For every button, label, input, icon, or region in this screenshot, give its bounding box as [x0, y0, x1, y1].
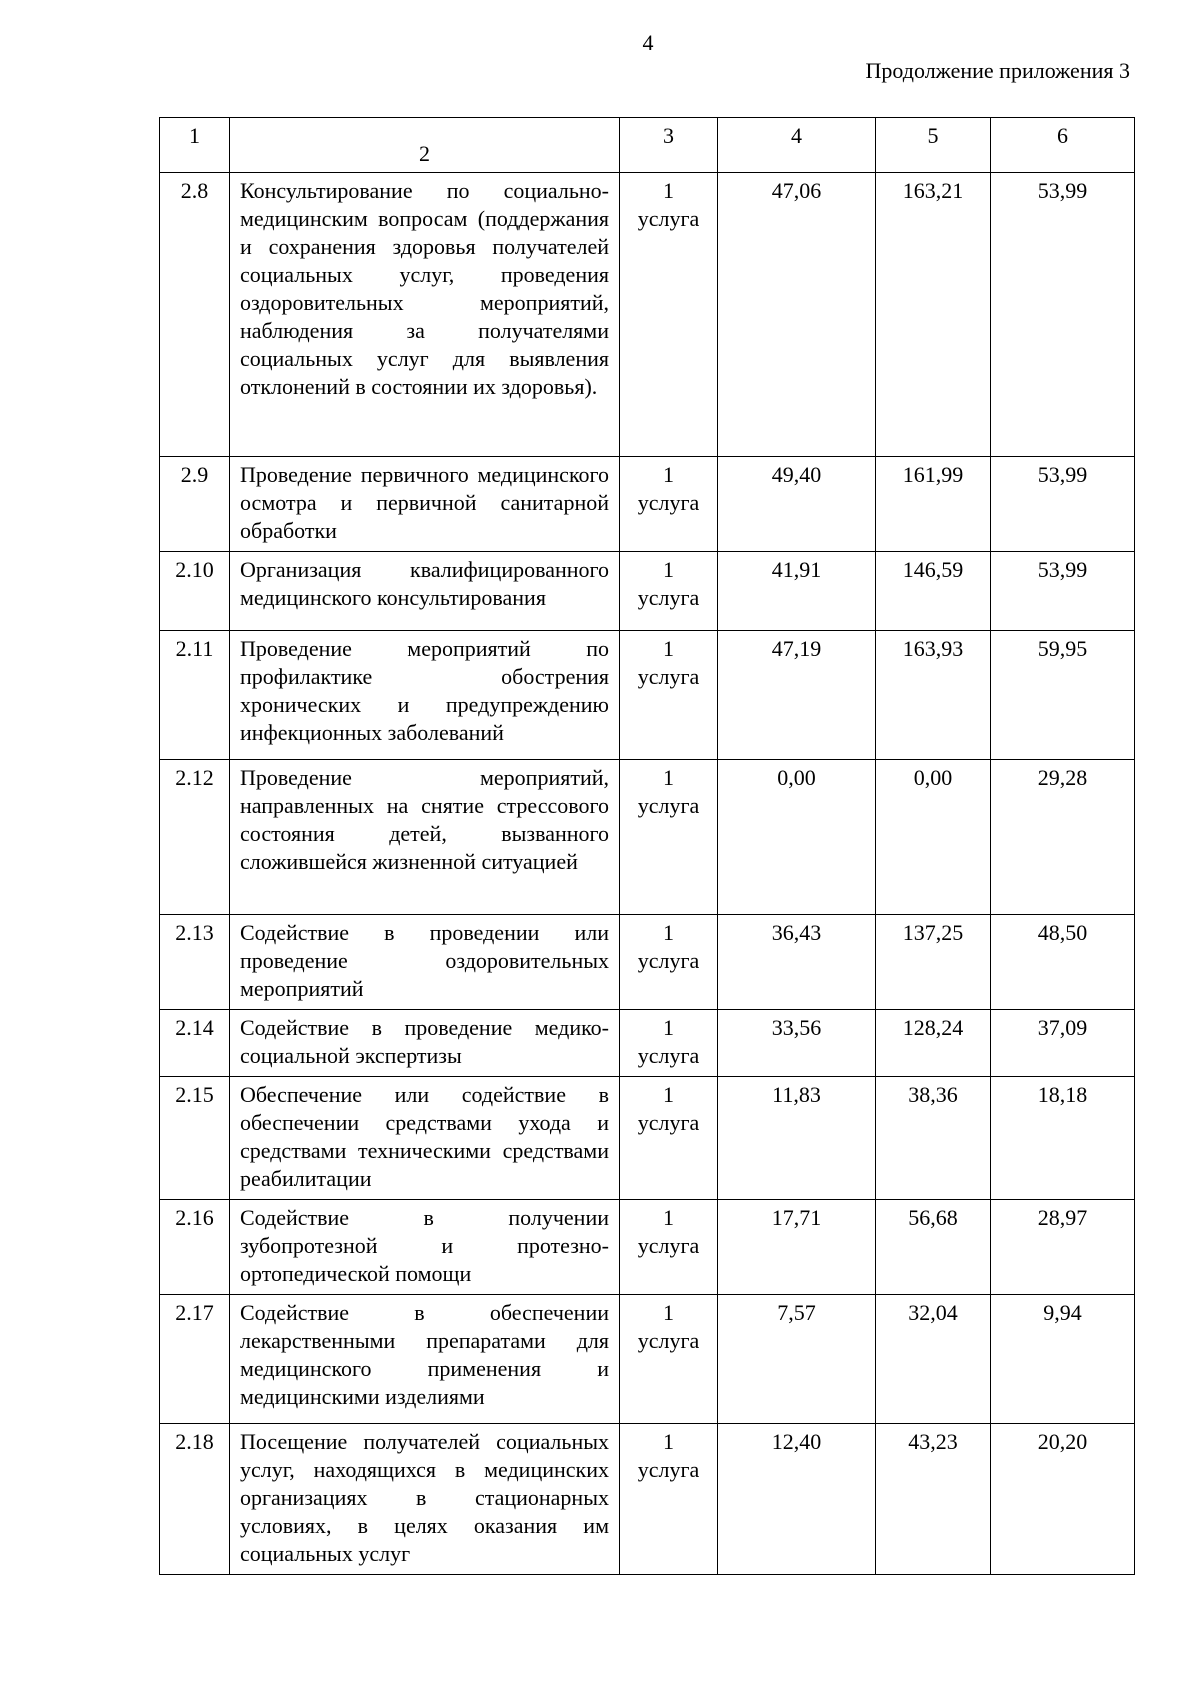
unit-name: услуга — [637, 585, 700, 610]
table-header-row — [160, 118, 1135, 173]
value-col6: 37,09 — [991, 1010, 1135, 1077]
value-col5: 128,24 — [876, 1010, 991, 1077]
service-name: Проведение мероприятий, направленных на снятие стрессового состояния детей, вызванного сложившейся жизненной ситуацией — [230, 760, 620, 915]
table-row — [160, 915, 1135, 1010]
header-cell-2: 2 — [230, 118, 620, 173]
value-col6: 53,99 — [991, 457, 1135, 552]
value-col6: 28,97 — [991, 1200, 1135, 1295]
value-col4: 7,57 — [718, 1295, 876, 1424]
value-col6: 29,28 — [991, 760, 1135, 915]
unit-cell — [620, 1200, 718, 1295]
value-col5: 0,00 — [876, 760, 991, 915]
value-col4: 41,91 — [718, 552, 876, 631]
unit-quantity: 1 — [663, 1300, 674, 1325]
table-row — [160, 1424, 1135, 1575]
unit-name: услуга — [637, 1328, 700, 1353]
table-row — [160, 1010, 1135, 1077]
unit-name: услуга — [637, 948, 700, 973]
service-name: Содействие в обеспечении лекарственными препаратами для медицинского применения и медицинскими изделиями — [230, 1295, 620, 1424]
value-col5: 163,21 — [876, 173, 991, 457]
value-col6: 20,20 — [991, 1424, 1135, 1575]
unit-cell — [620, 631, 718, 760]
unit-name: услуга — [637, 793, 700, 818]
value-col5: 137,25 — [876, 915, 991, 1010]
unit-quantity: 1 — [663, 1082, 674, 1107]
table-row — [160, 1077, 1135, 1200]
value-col5: 32,04 — [876, 1295, 991, 1424]
unit-cell — [620, 173, 718, 457]
unit-cell — [620, 1424, 718, 1575]
unit-cell — [620, 915, 718, 1010]
unit-quantity: 1 — [663, 557, 674, 582]
tariff-table — [159, 117, 1135, 1575]
value-col5: 43,23 — [876, 1424, 991, 1575]
value-col4: 47,19 — [718, 631, 876, 760]
header-cell-1: 1 — [160, 118, 230, 173]
continuation-note: Продолжение приложения 3 — [865, 58, 1130, 83]
row-number: 2.8 — [160, 173, 230, 457]
value-col5: 56,68 — [876, 1200, 991, 1295]
row-number: 2.17 — [160, 1295, 230, 1424]
row-number: 2.14 — [160, 1010, 230, 1077]
unit-name: услуга — [637, 664, 700, 689]
unit-cell — [620, 1295, 718, 1424]
value-col4: 0,00 — [718, 760, 876, 915]
row-number: 2.16 — [160, 1200, 230, 1295]
service-name: Проведение первичного медицинского осмотра и первичной санитарной обработки — [230, 457, 620, 552]
service-name: Содействие в проведение медико-социальной экспертизы — [230, 1010, 620, 1077]
header-cell-5: 5 — [876, 118, 991, 173]
table-row — [160, 760, 1135, 915]
service-name: Обеспечение или содействие в обеспечении средствами ухода и средствами техническими средствами реабилитации — [230, 1077, 620, 1200]
unit-quantity: 1 — [663, 636, 674, 661]
value-col6: 59,95 — [991, 631, 1135, 760]
unit-quantity: 1 — [663, 462, 674, 487]
value-col4: 12,40 — [718, 1424, 876, 1575]
value-col6: 53,99 — [991, 552, 1135, 631]
value-col5: 163,93 — [876, 631, 991, 760]
unit-name: услуга — [637, 490, 700, 515]
value-col5: 146,59 — [876, 552, 991, 631]
value-col6: 53,99 — [991, 173, 1135, 457]
value-col6: 18,18 — [991, 1077, 1135, 1200]
unit-name: услуга — [637, 1110, 700, 1135]
unit-quantity: 1 — [663, 765, 674, 790]
header-cell-3: 3 — [620, 118, 718, 173]
header-cell-6: 6 — [991, 118, 1135, 173]
row-number: 2.15 — [160, 1077, 230, 1200]
unit-name: услуга — [637, 1043, 700, 1068]
row-number: 2.9 — [160, 457, 230, 552]
value-col4: 36,43 — [718, 915, 876, 1010]
unit-cell — [620, 457, 718, 552]
service-name: Посещение получателей социальных услуг, находящихся в медицинских организациях в стационарных условиях, в целях оказания им социальных услуг — [230, 1424, 620, 1575]
value-col5: 161,99 — [876, 457, 991, 552]
service-name: Содействие в получении зубопротезной и протезно-ортопедической помощи — [230, 1200, 620, 1295]
unit-quantity: 1 — [663, 1015, 674, 1040]
value-col4: 17,71 — [718, 1200, 876, 1295]
value-col4: 49,40 — [718, 457, 876, 552]
unit-cell — [620, 552, 718, 631]
unit-cell — [620, 1077, 718, 1200]
value-col4: 11,83 — [718, 1077, 876, 1200]
service-name: Консультирование по социально-медицинским вопросам (поддержания и сохранения здоровья получателей социальных услуг, проведения оздоровительных мероприятий, наблюдения за получателями социальных услуг для выявления отклонений в состоянии их здоровья). — [230, 173, 620, 457]
unit-name: услуга — [637, 1233, 700, 1258]
service-name: Проведение мероприятий по профилактике обострения хронических и предупреждению инфекционных заболеваний — [230, 631, 620, 760]
unit-quantity: 1 — [663, 1205, 674, 1230]
value-col6: 9,94 — [991, 1295, 1135, 1424]
service-name: Содействие в проведении или проведение оздоровительных мероприятий — [230, 915, 620, 1010]
row-number: 2.12 — [160, 760, 230, 915]
value-col6: 48,50 — [991, 915, 1135, 1010]
unit-quantity: 1 — [663, 920, 674, 945]
unit-quantity: 1 — [663, 1429, 674, 1454]
value-col5: 38,36 — [876, 1077, 991, 1200]
unit-cell — [620, 1010, 718, 1077]
header-cell-4: 4 — [718, 118, 876, 173]
value-col4: 33,56 — [718, 1010, 876, 1077]
row-number: 2.10 — [160, 552, 230, 631]
table-row — [160, 173, 1135, 457]
row-number: 2.13 — [160, 915, 230, 1010]
page-number: 4 — [642, 30, 654, 55]
table-row — [160, 1200, 1135, 1295]
row-number: 2.18 — [160, 1424, 230, 1575]
unit-name: услуга — [637, 206, 700, 231]
unit-cell — [620, 760, 718, 915]
unit-name: услуга — [637, 1457, 700, 1482]
table-row — [160, 1295, 1135, 1424]
table-row — [160, 631, 1135, 760]
service-name: Организация квалифицированного медицинского консультирования — [230, 552, 620, 631]
unit-quantity: 1 — [663, 178, 674, 203]
table-row — [160, 552, 1135, 631]
row-number: 2.11 — [160, 631, 230, 760]
table-row — [160, 457, 1135, 552]
value-col4: 47,06 — [718, 173, 876, 457]
